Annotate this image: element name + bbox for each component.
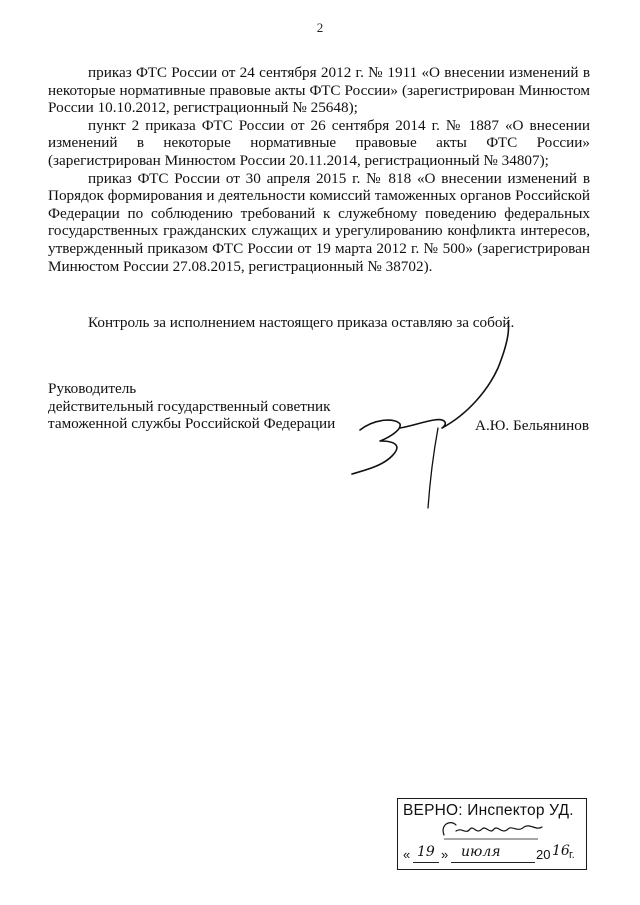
date-year-prefix: 20 xyxy=(536,847,551,862)
date-year-unit: г. xyxy=(569,849,575,861)
signer-position-line-2: действительный государственный советник xyxy=(48,397,331,415)
page-number: 2 xyxy=(316,20,324,35)
handwritten-signature xyxy=(330,320,540,530)
paragraph-fts-order-1911: приказ ФТС России от 24 сентября 2012 г. № 1911 «О внесении изменений в некоторые нормативные правовые акты ФТС России» (зарегистрирован Минюстом России 10.10.2012, регистрационный № 25648); xyxy=(48,64,590,117)
day-underline xyxy=(413,862,439,863)
signer-position-line-3: таможенной службы Российской Федерации xyxy=(48,415,336,433)
stamp-title: ВЕРНО: Инспектор УД. xyxy=(403,802,574,819)
control-statement: Контроль за исполнением настоящего приказа оставляю за собой. xyxy=(88,314,515,331)
document-body xyxy=(48,64,590,275)
paragraph-fts-order-1887: пункт 2 приказа ФТС России от 26 сентября 2014 г. № 1887 «О внесении изменений в некоторые нормативные правовые акты ФТС России» (зарегистрирован Минюстом России 20.11.2014, регистрационный № 34807); xyxy=(48,116,590,169)
date-month: июля xyxy=(461,844,501,860)
date-open-quote: « xyxy=(403,847,411,862)
date-day: 19 xyxy=(417,844,435,860)
stamp-date xyxy=(403,843,583,865)
date-year-suffix: 16 xyxy=(552,843,570,859)
signer-name: А.Ю. Бельянинов xyxy=(475,417,590,434)
month-underline xyxy=(451,862,535,863)
paragraph-fts-order-818: приказ ФТС России от 30 апреля 2015 г. № 818 «О внесении изменений в Порядок формирования и деятельности комиссий таможенных органов Российской Федерации по соблюдению требований к служебному поведению федеральных государственных гражданских служащих и урегулированию конфликта интересов, утвержденный приказом ФТС России от 19 марта 2012 г. № 500» (зарегистрирован Минюстом России 27.08.2015, регистрационный № 38702). xyxy=(48,169,590,275)
certification-stamp xyxy=(397,798,587,870)
date-close-quote: » xyxy=(441,847,449,862)
signature-block xyxy=(48,380,335,433)
stamp-signature xyxy=(438,817,548,843)
signer-position-line-1: Руководитель xyxy=(48,380,137,397)
